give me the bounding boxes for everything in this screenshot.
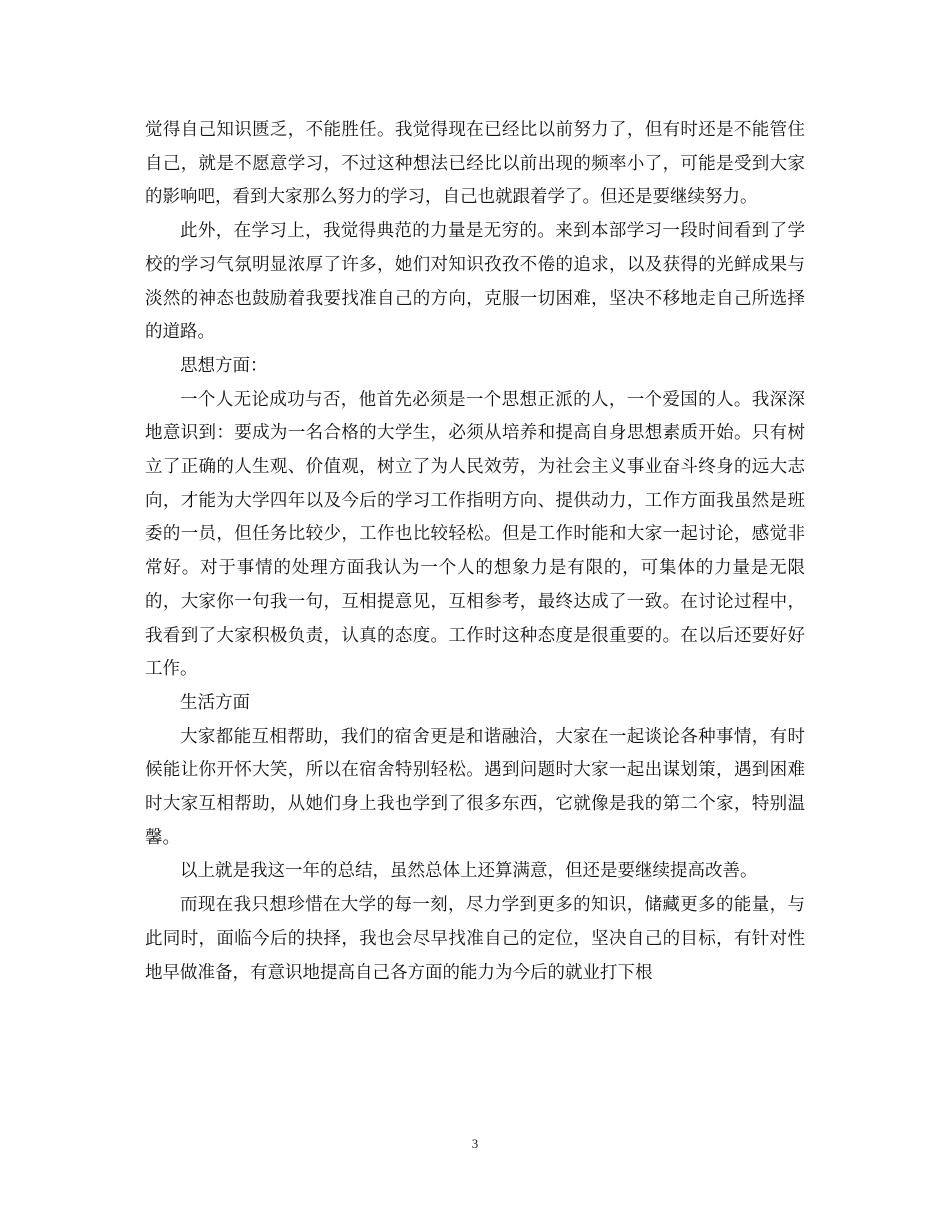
paragraph: 觉得自己知识匮乏，不能胜任。我觉得现在已经比以前努力了，但有时还是不能管住自己，就是不愿意学习，不过这种想法已经比以前出现的频率小了，可能是受到大家的影响吧，看到大家那么努力的学习，自己也就跟着学了。但还是要继续努力。: [145, 120, 805, 208]
document-body: [145, 114, 805, 990]
paragraph: 而现在我只想珍惜在大学的每一刻，尽力学到更多的知识，储藏更多的能量，与此同时，面临今后的抉择，我也会尽早找准自己的定位，坚决自己的目标，有针对性地早做准备，有意识地提高自己各方面的能力为今后的就业打下根: [145, 895, 805, 983]
paragraph: 以上就是我这一年的总结，虽然总体上还算满意，但还是要继续提高改善。: [180, 861, 758, 882]
paragraph: 一个人无论成功与否，他首先必须是一个思想正派的人，一个爱国的人。我深深地意识到：要成为一名合格的大学生，必须从培养和提高自身思想素质开始。只有树立了正确的人生观、价值观，树立了为人民效劳，为社会主义事业奋斗终身的远大志向，才能为大学四年以及今后的学习工作指明方向、提供动力，工作方面我虽然是班委的一员，但任务比较少，工作也比较轻松。但是工作时能和大家一起讨论，感觉非常好。对于事情的处理方面我认为一个人的想象力是有限的，可集体的力量是无限的，大家你一句我一句，互相提意见，互相参考，最终达成了一致。在讨论过程中，我看到了大家积极负责，认真的态度。工作时这种态度是很重要的。在以后还要好好工作。: [145, 389, 805, 680]
page-number: 3: [471, 1136, 479, 1151]
section-heading: 思想方面：: [180, 355, 268, 376]
paragraph: 此外，在学习上，我觉得典范的力量是无穷的。来到本部学习一段时间看到了学校的学习气氛明显浓厚了许多，她们对知识孜孜不倦的追求，以及获得的光鲜成果与淡然的神态也鼓励着我要找准自己的方向，克服一切困难，坚决不移地走自己所选择的道路。: [145, 221, 805, 343]
paragraph: 大家都能互相帮助，我们的宿舍更是和谐融洽，大家在一起谈论各种事情，有时候能让你开怀大笑，所以在宿舍特别轻松。遇到问题时大家一起出谋划策，遇到困难时大家互相帮助，从她们身上我也学到了很多东西，它就像是我的第二个家，特别温馨。: [145, 726, 805, 848]
section-heading: 生活方面: [180, 692, 250, 713]
